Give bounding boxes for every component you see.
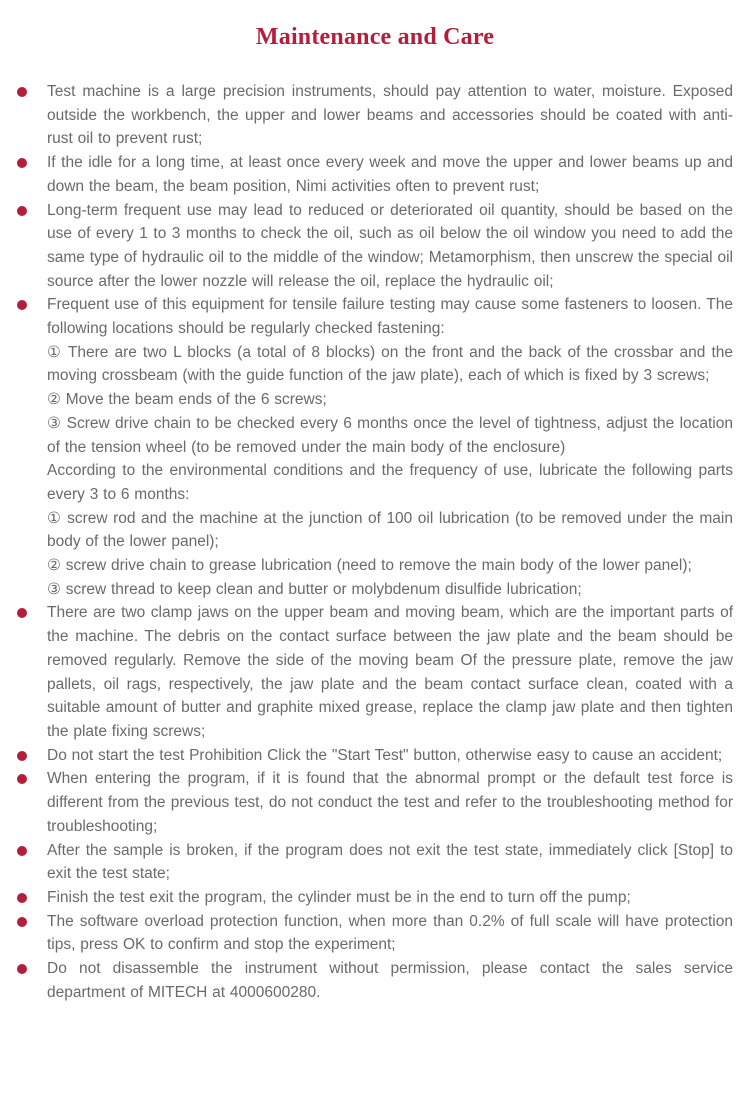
list-item <box>47 601 733 743</box>
paragraph: When entering the program, if it is found that the abnormal prompt or the default test force is different from the previous test, do not conduct the test and refer to the troubleshooting method for troubleshooting; <box>47 770 733 835</box>
bullet-icon <box>17 300 27 310</box>
bullet-icon <box>17 846 27 856</box>
list-item <box>47 199 733 294</box>
paragraph: ③ screw thread to keep clean and butter or molybdenum disulfide lubrication; <box>47 580 582 598</box>
bullet-icon <box>17 893 27 903</box>
list-item <box>47 839 733 886</box>
bullet-text <box>47 293 733 601</box>
paragraph: Frequent use of this equipment for tensile failure testing may cause some fasteners to loosen. The following locations should be regularly checked fastening: <box>47 296 733 338</box>
paragraph: Do not disassemble the instrument without permission, please contact the sales service department of MITECH at 4000600280. <box>47 960 733 1001</box>
bullet-list <box>47 80 733 1004</box>
paragraph: ② Move the beam ends of the 6 screws; <box>47 391 327 409</box>
paragraph: According to the environmental conditions and the frequency of use, lubricate the following parts every 3 to 6 months: <box>47 462 733 503</box>
bullet-text <box>47 839 733 886</box>
paragraph: Test machine is a large precision instruments, should pay attention to water, moisture. Exposed outside the workbench, the upper and lower beams and accessories should be coated with anti-rust oil to prevent rust; <box>47 83 733 148</box>
list-item <box>47 80 733 151</box>
bullet-text <box>47 151 733 198</box>
bullet-icon <box>17 751 27 761</box>
list-item <box>47 957 733 1004</box>
bullet-text <box>47 601 733 743</box>
bullet-text <box>47 767 733 838</box>
list-item <box>47 767 733 838</box>
bullet-text <box>47 199 733 294</box>
list-item <box>47 910 733 957</box>
page-title: Maintenance and Care <box>255 24 495 50</box>
paragraph: If the idle for a long time, at least once every week and move the upper and lower beams up and down the beam, the beam position, Nimi activities often to prevent rust; <box>47 154 733 195</box>
bullet-icon <box>17 917 27 927</box>
paragraph: ① There are two L blocks (a total of 8 blocks) on the front and the back of the crossbar and the moving crossbeam (with the guide function of the jaw plate), each of which is fixed by 3 screws; <box>47 343 733 385</box>
bullet-text <box>47 744 733 768</box>
bullet-icon <box>17 774 27 784</box>
paragraph: There are two clamp jaws on the upper beam and moving beam, which are the important parts of the machine. The debris on the contact surface between the jaw plate and the beam should be removed regularly. Remove the side of the moving beam Of the pressure plate, remove the jaw pallets, oil rags, respectively, the jaw plate and the beam contact surface clean, coated with a suitable amount of butter and graphite mixed grease, replace the clamp jaw plate and then tighten the plate fixing screws; <box>47 604 733 740</box>
paragraph: ③ Screw drive chain to be checked every 6 months once the level of tightness, adjust the location of the tension wheel (to be removed under the main body of the enclosure) <box>47 414 733 456</box>
bullet-icon <box>17 206 27 216</box>
bullet-icon <box>17 608 27 618</box>
bullet-text <box>47 910 733 957</box>
list-item <box>47 151 733 198</box>
bullet-icon <box>17 158 27 168</box>
bullet-text <box>47 80 733 151</box>
list-item <box>47 886 733 910</box>
list-item <box>47 744 733 768</box>
paragraph: The software overload protection function, when more than 0.2% of full scale will have protection tips, press OK to confirm and stop the experiment; <box>47 912 733 954</box>
paragraph: ① screw rod and the machine at the junction of 100 oil lubrication (to be removed under the main body of the lower panel); <box>47 509 733 551</box>
bullet-icon <box>17 87 27 97</box>
paragraph: ② screw drive chain to grease lubrication (need to remove the main body of the lower panel); <box>47 557 692 575</box>
paragraph: Long-term frequent use may lead to reduced or deteriorated oil quantity, should be based on the use of every 1 to 3 months to check the oil, such as oil below the oil window you need to add the same type of hydraulic oil to the middle of the window; Metamorphism, then unscrew the special oil source after the lower nozzle will release the oil, replace the hydraulic oil; <box>47 201 733 290</box>
list-item <box>47 293 733 601</box>
paragraph: Finish the test exit the program, the cylinder must be in the end to turn off the pump; <box>47 888 631 906</box>
bullet-text <box>47 957 733 1004</box>
bullet-icon <box>17 964 27 974</box>
paragraph: Do not start the test Prohibition Click the "Start Test" button, otherwise easy to cause an accident; <box>47 746 723 764</box>
bullet-text <box>47 886 733 910</box>
paragraph: After the sample is broken, if the program does not exit the test state, immediately click [Stop] to exit the test state; <box>47 841 733 883</box>
